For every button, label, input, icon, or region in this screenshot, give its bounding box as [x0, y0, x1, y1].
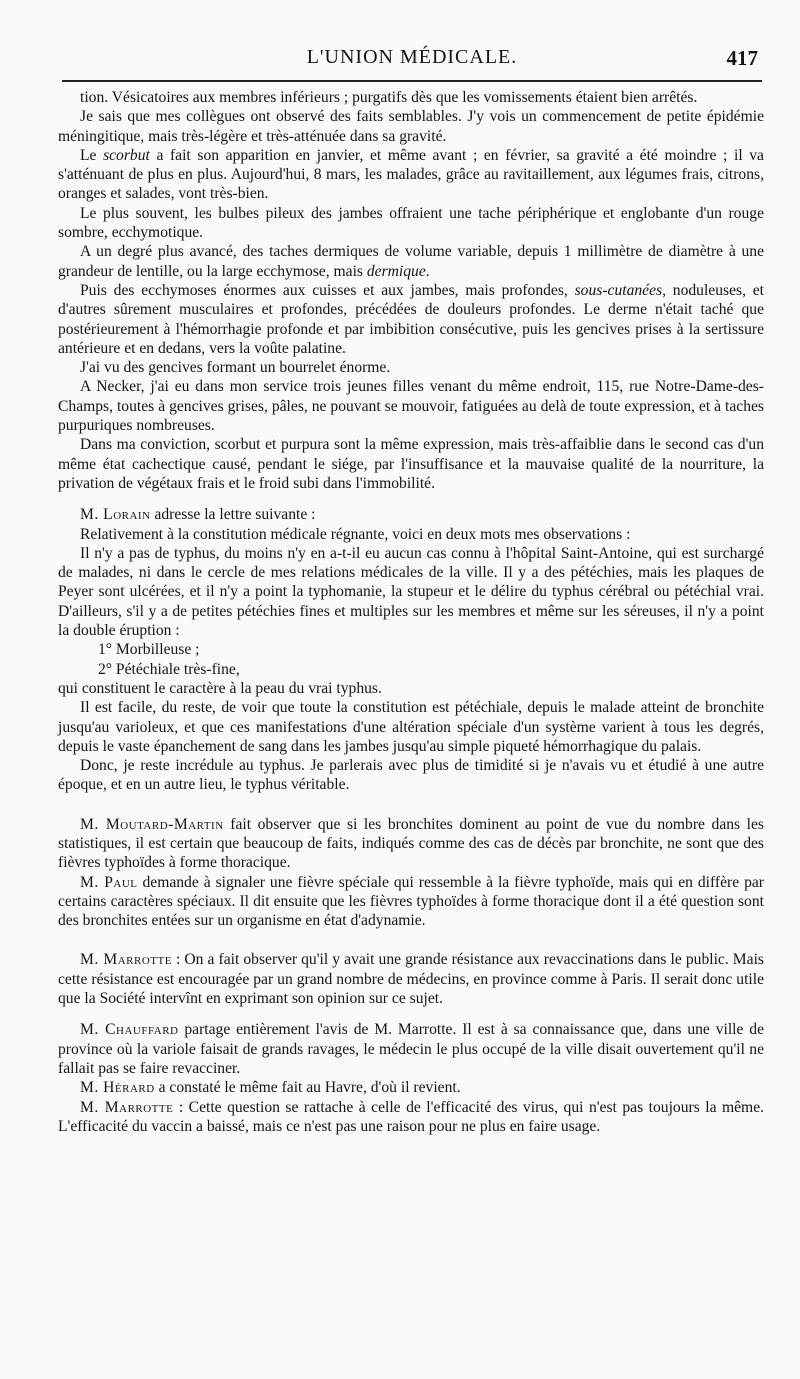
paragraph-text: Relativement à la constitution médicale régnante, voici en deux mots mes observations : [80, 525, 631, 543]
paragraph-text: fait observer que si les bronchites dominent au point de vue du nombre dans les statistiques, il est certain que beaucoup de faits, indiqués comme des cas de décès par bronchite, ne sont que des fièvres typhoïdes à forme thoracique. [58, 815, 765, 872]
paragraph-text: Le plus souvent, les bulbes pileux des jambes offraient une tache périphérique et englobante d'un rouge sombre, ecchymotique. [58, 204, 764, 242]
paragraph-text: adresse la lettre suivante : [150, 506, 316, 524]
emphasis-text: scorbut [103, 146, 150, 164]
paragraph [58, 640, 764, 659]
paragraph [58, 107, 764, 146]
paragraph-text: demande à signaler une fièvre spéciale qui ressemble à la fièvre typhoïde, mais qui en diffère par certains caractères spéciaux. Il dit ensuite que les fièvres typhoïdes à forme thoracique dont il a été question sont des bronchites entées sur un organisme en état d'adynamie. [58, 873, 765, 930]
paragraph [58, 950, 764, 1008]
paragraph [58, 281, 764, 358]
paragraph [58, 525, 764, 544]
emphasis-text: sous-cutanées [574, 281, 663, 299]
paragraph [58, 1098, 764, 1137]
header-rule [62, 80, 762, 82]
paragraph [58, 88, 764, 107]
speaker-name: M. Hérard [80, 1079, 155, 1097]
paragraph-text: J'ai vu des gencives formant un bourrelet énorme. [80, 359, 391, 377]
paragraph-text: Il n'y a pas de typhus, du moins n'y en a-t-il eu aucun cas connu à l'hôpital Saint-Antoine, qui est surchargé de malades, ni dans le cercle de mes relations médicales de la ville. Il y a des pétéchies, mais les plaques de Peyer sont ulcérées, et il n'y a point la typhomanie, la stupeur et le délire du typhus cérébral ou pétéchial vrai. D'ailleurs, s'il y a de petites pétéchies fines et multiples sur les membres et même sur les séreuses, il n'y a point la double éruption : [58, 544, 764, 640]
speaker-name: M. Lorain [80, 506, 151, 524]
paragraph-text: Le [80, 146, 104, 164]
article-body [58, 88, 764, 1136]
paragraph-text: Dans ma conviction, scorbut et purpura sont la même expression, mais très-affaiblie dans le second cas d'un même état cachectique causé, pendant le siége, par l'insuffisance et la mauvaise qualité de la nourriture, la privation de végétaux frais et le froid subi dans l'immobilité. [58, 436, 764, 492]
paragraph-text: partage entièrement l'avis de M. Marrotte. Il est à sa connaissance que, dans une ville de province où la variole faisait de grands ravages, le médecin le plus occupé de la ville disait ouvertement qu'il ne fallait pas se faire revacciner. [58, 1021, 764, 1077]
paragraph-text: a constaté le même fait au Havre, d'où il revient. [154, 1079, 461, 1097]
paragraph-text: 1° Morbilleuse ; [98, 641, 200, 659]
paragraph-text: Il est facile, du reste, de voir que toute la constitution est pétéchiale, depuis le malade atteint de bronchite jusqu'au varioleux, et que ces manifestations d'une altération spéciale d'un système varient à tous les degrés, depuis le vaste épanchement de sang dans les jambes jusqu'au simple piqueté hémorrhagique du palais. [58, 699, 764, 755]
paragraph [58, 660, 764, 679]
speaker-name: M. Paul [80, 873, 138, 891]
paragraph-text: Donc, je reste incrédule au typhus. Je parlerais avec plus de timidité si je n'avais vu et étudié à une autre époque, et en un autre lieu, le typhus véritable. [58, 757, 764, 794]
paragraph [58, 242, 764, 281]
paragraph-text: , noduleuses, et d'autres sûrement musculaires et profondes, précédées de douleurs profondes. Le derme n'était taché que postérieurement à l'hémorrhagie profonde et par imbibition consécutive, puis les gencives prises à la sertissure antérieure et en dedans, vers la voûte palatine. [58, 281, 764, 357]
paragraph-text: a fait son apparition en janvier, et même avant ; en février, sa gravité a été moindre ; il va s'atténuant de plus en plus. Aujourd'hui, 8 mars, les malades, grâce au ravitaillement, aux légumes frais, citrons, oranges et salades, vont très-bien. [58, 146, 764, 203]
paragraph-text: tion. Vésicatoires aux membres inférieurs ; purgatifs dès que les vomissements étaient bien arrêtés. [80, 89, 698, 106]
speaker-name: M. Chauffard [80, 1021, 179, 1039]
paragraph-text: : Cette question se rattache à celle de l'efficacité des virus, qui n'est pas toujours la même. L'efficacité du vaccin a baissé, mais ce n'est pas une raison pour ne plus en faire usage. [58, 1098, 765, 1135]
paragraph [58, 505, 764, 524]
paragraph [58, 204, 764, 243]
paragraph [58, 873, 764, 931]
speaker-name: M. Marrotte [80, 1098, 174, 1116]
paragraph-text: A Necker, j'ai eu dans mon service trois jeunes filles venant du même endroit, 115, rue Notre-Dame-des-Champs, toutes à gencives grises, pâles, ne pouvant se mouvoir, fatiguées au delà de toute expression, et à taches purpuriques nombreuses. [58, 378, 764, 435]
page-number: 417 [726, 46, 758, 70]
paragraph [58, 146, 764, 204]
paragraph [58, 679, 764, 698]
running-title: L'UNION MÉDICALE. [306, 46, 518, 68]
paragraph [58, 377, 764, 435]
paragraph-text: Puis des ecchymoses énormes aux cuisses et aux jambes, mais profondes, [80, 281, 575, 299]
paragraph-text: 2° Pétéchiale très-fine, [98, 660, 240, 678]
page-header [62, 46, 762, 80]
paragraph [58, 756, 764, 795]
paragraph-text: A un degré plus avancé, des taches dermiques de volume variable, depuis 1 millimètre de diamètre à une grandeur de lentille, ou la large ecchymose, mais [58, 243, 764, 280]
paragraph-text: : On a fait observer qu'il y avait une grande résistance aux revaccinations dans le public. Mais cette résistance est encouragée par un grand nombre de médecins, en province comme à Paris. Il serait donc utile que la Société intervînt en exprimant son opinion sur ce sujet. [58, 951, 764, 1008]
paragraph [58, 1078, 764, 1097]
speaker-name: M. Moutard-Martin [80, 815, 224, 833]
paragraph [58, 698, 764, 756]
emphasis-text: dermique [366, 262, 426, 280]
paragraph [58, 544, 764, 640]
paragraph-text: Je sais que mes collègues ont observé des faits semblables. J'y vois un commencement de petite épidémie méningitique, mais très-légère et très-atténuée dans sa gravité. [58, 108, 764, 145]
paragraph [58, 1020, 764, 1078]
paragraph-text: qui constituent le caractère à la peau du vrai typhus. [58, 679, 382, 697]
paragraph-text: . [425, 262, 430, 280]
paragraph [58, 815, 764, 873]
speaker-name: M. Marrotte [80, 951, 172, 969]
paragraph [58, 435, 764, 493]
paragraph [58, 358, 764, 377]
